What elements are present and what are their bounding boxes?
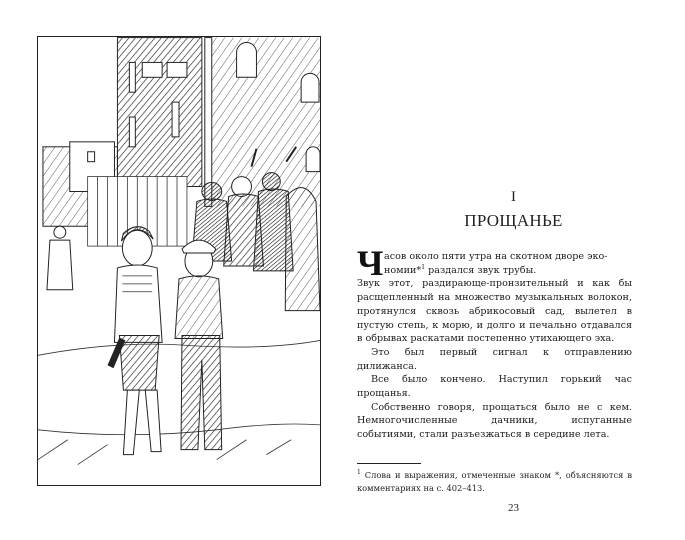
chapter-title: ПРОЩАНЬЕ (464, 211, 563, 230)
paragraph: Все было кончено. Наступил горький час прощанья. (357, 374, 632, 400)
right-page (342, 0, 685, 540)
chapter-number: I (511, 189, 516, 205)
paragraph-text: номии* (384, 264, 422, 276)
paragraph-text: асов около пяти утра на скотном дворе эко- (384, 251, 608, 262)
left-page (0, 0, 342, 540)
footnote-reference[interactable]: 1 (421, 263, 426, 271)
footnote-marker: 1 (357, 469, 361, 477)
paragraph: Это был первый сигнал к отправлению дилижанса. (357, 346, 632, 372)
footnote-text: Слова и выражения, отмеченные знаком *, объясняются в комментариях на с. 402–413. (357, 470, 632, 493)
paragraph: Звук этот, раздирающе-пронзительный и как бы расщепленный на множество музыкальных волокон, протянулся сквозь абрикосовый сад, вылетел в пустую степь, к морю, и долго и печально отдавался в обрывах раскатами постепенно утихающего эха. (357, 278, 632, 345)
illustration-drawing (38, 37, 320, 485)
drop-cap: Ч (357, 243, 384, 283)
footnote (357, 469, 632, 494)
paragraph-text: раздался звук трубы. (425, 264, 537, 276)
paragraph-first (357, 243, 632, 283)
illustration (37, 36, 321, 486)
footnote-divider (357, 463, 421, 464)
chapter-body (357, 243, 632, 442)
paragraph: Собственно говоря, прощаться было не с кем. Немногочисленные дачники, испуганные событиями, стали разъезжаться в середине лета. (357, 401, 632, 441)
page-number: 23 (508, 502, 519, 514)
